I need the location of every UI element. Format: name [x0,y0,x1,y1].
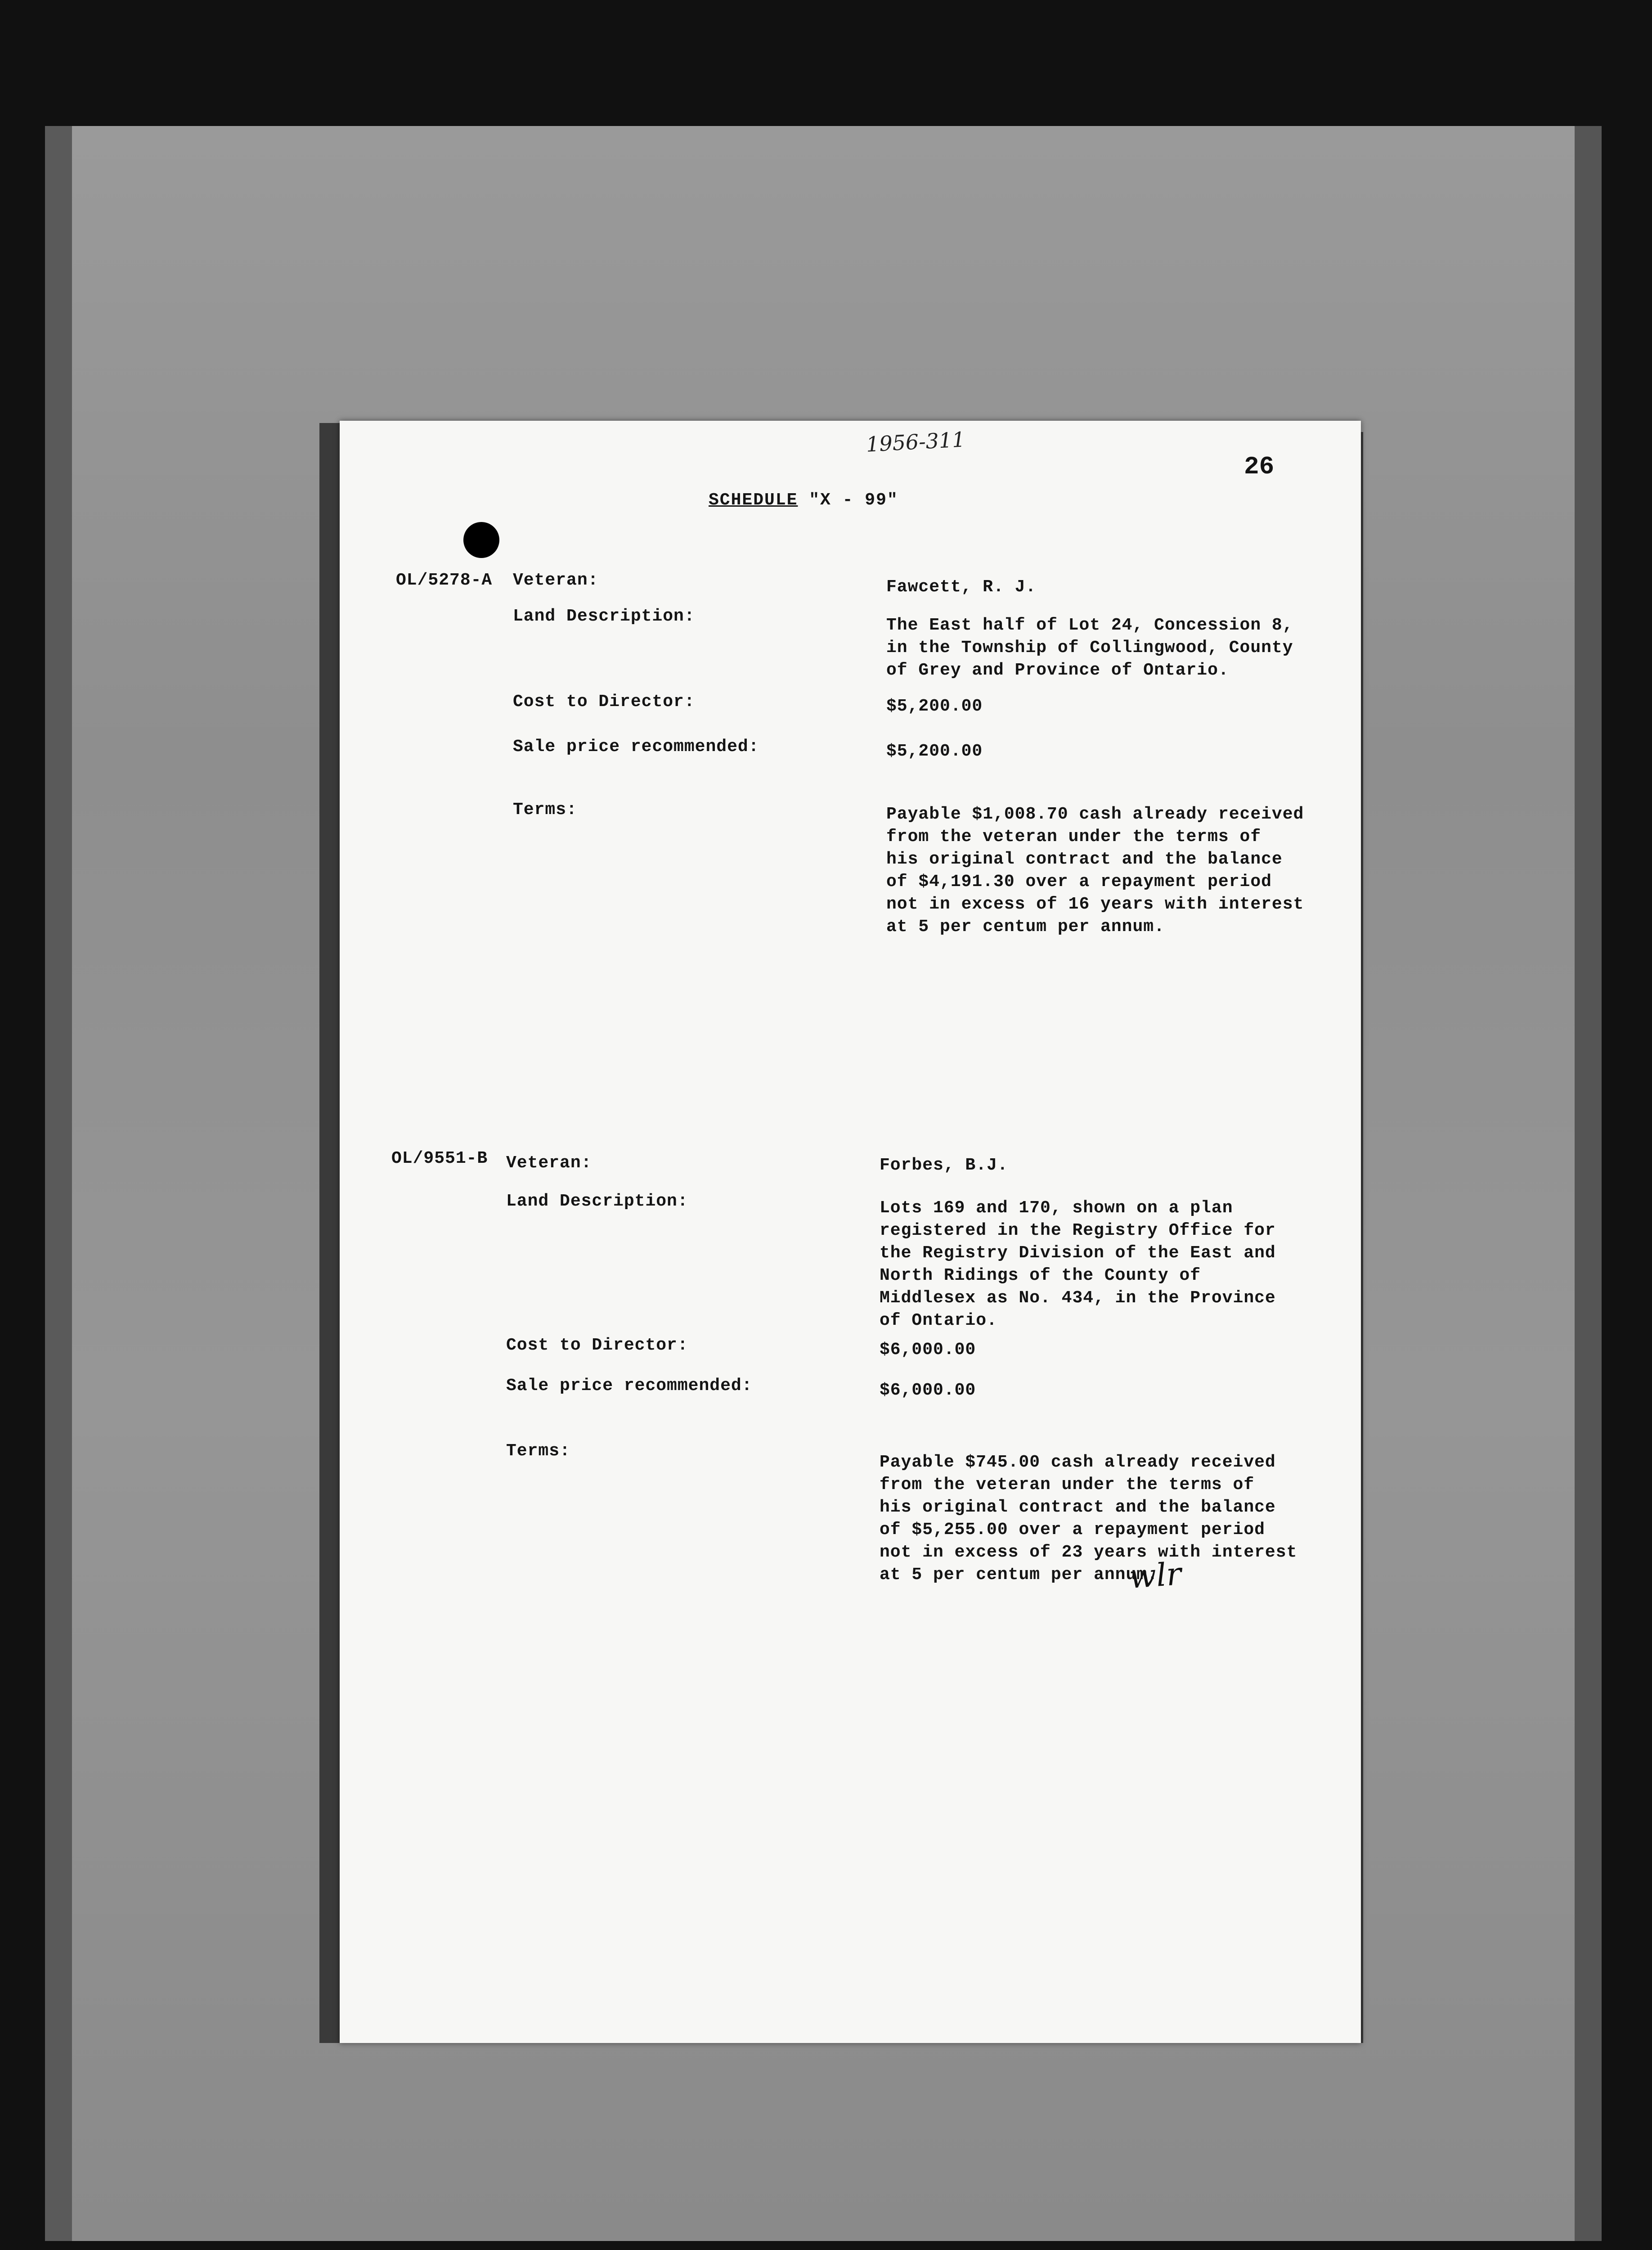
veteran-name: Forbes, B.J. [880,1156,1008,1175]
cost-label: Cost to Director: [506,1336,688,1355]
land-description-line: Lots 169 and 170, shown on a plan [880,1198,1233,1218]
punch-hole [463,522,499,558]
terms-line: not in excess of 23 years with interest [880,1543,1297,1562]
schedule-code: "X - 99" [809,490,898,510]
veteran-label: Veteran: [513,571,599,590]
sale-price-label: Sale price recommended: [506,1376,753,1395]
veteran-label: Veteran: [506,1153,592,1173]
land-description-line: of Ontario. [880,1311,997,1330]
land-description-line: in the Township of Collingwood, County [886,638,1293,657]
land-description-line: North Ridings of the County of [880,1266,1201,1285]
terms-line: his original contract and the balance [880,1498,1276,1517]
veteran-name: Fawcett, R. J. [886,577,1037,597]
terms-line: from the veteran under the terms of [880,1475,1255,1494]
terms-line: Payable $745.00 cash already received [880,1453,1276,1472]
terms-line: at 5 per centum per annum. [886,917,1165,936]
cost-value: $5,200.00 [886,697,983,716]
sale-price-value: $5,200.00 [886,742,983,761]
schedule-heading [709,490,898,510]
scan-edge-right [1575,126,1602,2241]
land-description-line: the Registry Division of the East and [880,1243,1276,1263]
file-number: OL/9551-B [391,1149,488,1168]
terms-label: Terms: [506,1441,570,1461]
document-page [340,421,1361,2043]
scan-edge-left [45,126,72,2241]
page-number: 26 [1244,452,1275,481]
terms-line: of $5,255.00 over a repayment period [880,1520,1265,1539]
schedule-title: SCHEDULE [709,490,798,510]
terms-label: Terms: [513,800,577,819]
land-description-label: Land Description: [506,1192,688,1211]
sale-price-label: Sale price recommended: [513,737,759,756]
cost-label: Cost to Director: [513,692,695,711]
terms-line: not in excess of 16 years with interest [886,895,1304,914]
handwritten-reference: 1956-311 [865,427,966,457]
sale-price-value: $6,000.00 [880,1381,976,1400]
land-description-line: registered in the Registry Office for [880,1221,1276,1240]
land-description [880,1197,1276,1332]
terms-text [886,803,1304,938]
terms-text [880,1451,1297,1586]
terms-line: Payable $1,008.70 cash already received [886,805,1304,824]
terms-line: at 5 per centum per annum. [880,1565,1158,1584]
file-number: OL/5278-A [396,571,493,590]
land-description-line: The East half of Lot 24, Concession 8, [886,616,1293,635]
terms-line: his original contract and the balance [886,850,1283,869]
land-description-line: Middlesex as No. 434, in the Province [880,1288,1276,1308]
cost-value: $6,000.00 [880,1340,976,1359]
page-shadow-left [319,423,342,2043]
terms-line: of $4,191.30 over a repayment period [886,872,1272,891]
terms-line: from the veteran under the terms of [886,827,1261,846]
land-description-line: of Grey and Province of Ontario. [886,661,1229,680]
handwritten-initials: wlr [1128,1555,1183,1596]
land-description [886,614,1293,682]
land-description-label: Land Description: [513,607,695,626]
